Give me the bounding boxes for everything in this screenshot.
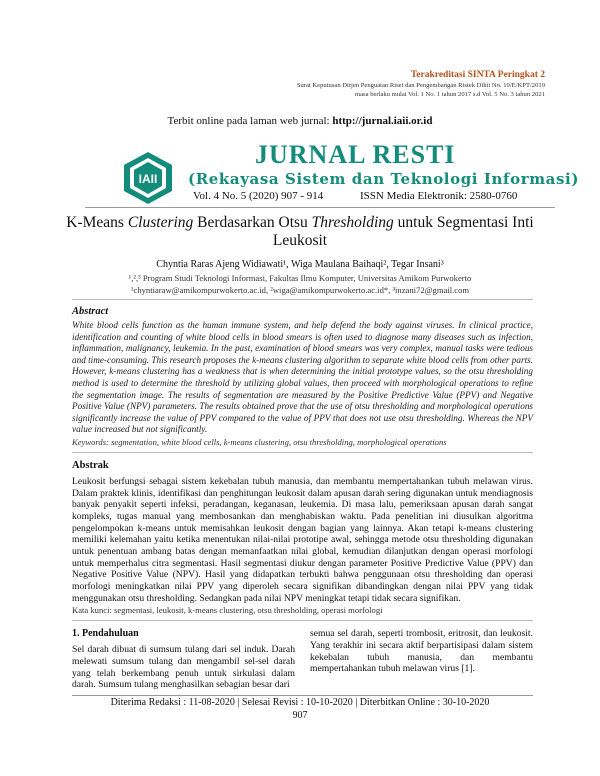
- accreditation-block: [297, 70, 545, 99]
- author-emails: ¹chyntiaraw@amikompurwokerto.ac.id, ²wiga@amikompurwokerto.ac.id*, ³inzani72@gmail.com: [130, 285, 470, 295]
- abstract-divider: [72, 299, 533, 300]
- footer-divider: [72, 695, 533, 696]
- page-number: 907: [292, 710, 308, 721]
- abstract-text: White blood cells function as the human immune system, and help defend the body against viruses. In clinical practice, identification and counting of white blood cells in blood smears is often used to diagnose many diseases such as infection, inflammation, malignancy, leukemia. In the past, examination of blood smears was very complex, manual tasks were tedious and time-consuming. This research proposes the k-means clustering algorithm to separate white blood cells from other parts. However, k-means clustering has a weakness that is when determining the initial prototype values, so the otsu thresholding method is used to determine the threshold by utilizing global values, then proceed with morphological operations to refine the segmentation image. The results of segmentation are measured by the Positive Predictive Value (PPV) and Negative Positive Value (NPV) parameters. The results obtained prove that the use of otsu thresholding and morphological operations significantly increase the value of PPV compared to the value of PPV that does not use otsu thresholding. Whereas the NPV value increased but not significantly.: [72, 320, 533, 435]
- footer-dates: Diterima Redaksi : 11-08-2020 | Selesai Revisi : 10-10-2020 | Diterbitkan Online : 30-10-2020: [110, 697, 490, 708]
- online-prefix: Terbit online pada laman web jurnal:: [167, 115, 333, 127]
- keywords-label: Keywords:: [72, 437, 112, 447]
- paper-title-part: Berdasarkan Otsu: [193, 214, 312, 231]
- accreditation-validity: masa berlaku mulai Vol. 1 No. 1 tahun 2017 s.d Vol. 5 No. 3 tahun 2021: [355, 90, 545, 98]
- abstrak-heading: Abstrak: [72, 460, 109, 471]
- author-affiliation: ¹,²,³ Program Studi Teknologi Informasi, Fakultas Ilmu Komputer, Universitas Amikom Purwokerto: [128, 273, 472, 283]
- paper-title-part: Thresholding: [311, 214, 394, 231]
- keywords-text: segmentation, white blood cells, k-means clustering, otsu thresholding, morphological operations: [111, 437, 447, 447]
- kata-kunci-line: Kata kunci: segmentasi, leukosit, k-means clustering, otsu thresholding, operasi morfologi: [72, 605, 383, 615]
- paper-title-part: Clustering: [127, 214, 194, 231]
- online-publication-line: [0, 115, 600, 127]
- iaii-logo: [120, 150, 176, 206]
- abstract-heading: Abstract: [72, 306, 109, 317]
- body-column-left: Sel darah dibuat di sumsum tulang dari sel induk. Darah melewati sumsum tulang dan mengambil sel-sel darah yang telah berkembang penuh untuk sirkulasi dalam darah. Sumsum tulang menghasilkan sebagian besar dari: [72, 644, 295, 691]
- body-column-right: semua sel darah, seperti trombosit, eritrosit, dan leukosit. Yang terakhir ini secara aktif berpartisipasi dalam sistem kekebalan tubuh manusia, dan membantu mempertahankan tubuh melawan virus [1].: [310, 628, 533, 675]
- journal-volume: Vol. 4 No. 5 (2020) 907 - 914: [193, 190, 324, 202]
- journal-subtitle: (Rekayasa Sistem dan Teknologi Informasi): [188, 170, 580, 188]
- accreditation-decree: Surat Keputusan Dirjen Penguatan Riset dan Pengembangan Ristek Dikti No. 10/E/KPT/2019: [296, 82, 545, 89]
- abstrak-text: Leukosit berfungsi sebagai sistem kekebalan tubuh manusia, dan membantu mempertahankan tubuh melawan virus. Dalam praktek klinis, identifikasi dan penghitungan leukosit dalam apusan darah sering digunakan untuk mendiagnosis banyak penyakit seperti infeksi, peradangan, keganasan, leukemia. Di masa lalu, pemeriksaan apusan darah sangat kompleks, tugas manual yang membosankan dan menghabiskan waktu. Pada penelitian ini diusulkan algoritma pengelompokan k-means untuk memisahkan leukosit dengan bagian yang lainnya. Akan tetapi k-means clustering memiliki kelemahan yaitu ketika menentukan nilai-nilai prototipe awal, sehingga metode otsu thresholding digunakan untuk penentuan ambang batas dengan memanfaatkan nilai global, kemudian dilanjutkan dengan operasi morfologi untuk memperhalus citra segmentasi. Hasil segmentasi diukur dengan parameter Positive Predictive Value (PPV) dan Negative Positive Value (NPV). Hasil yang didapatkan terbukti bahwa penggunaan otsu thresholding dan operasi morfologi meningkatkan nilai PPV yang diperoleh secara signifikan dibandingkan dengan nilai PPV yang tidak menggunakan otsu thresholding. Sedangkan pada nilai NPV meningkat tetapi tidak secara signifikan.: [72, 476, 533, 604]
- journal-title: JURNAL RESTI: [255, 140, 456, 169]
- journal-url-link[interactable]: http://jurnal.iaii.or.id: [332, 115, 433, 127]
- paper-title-part: K-Means: [66, 214, 128, 231]
- abstrak-divider: [72, 452, 533, 453]
- section-divider: [72, 620, 533, 621]
- logo-text: IAII: [138, 172, 158, 186]
- paper-title-part: untuk Segmentasi Inti Leukosit: [272, 214, 534, 249]
- author-list: Chyntia Raras Ajeng Widiawati¹, Wiga Maulana Baihaqi², Tegar Insani³: [156, 259, 444, 270]
- section-heading-pendahuluan: 1. Pendahuluan: [72, 628, 139, 639]
- accreditation-title: Terakreditasi SINTA Peringkat 2: [410, 70, 545, 80]
- paper-title: [60, 214, 540, 250]
- keywords-line: [72, 437, 447, 447]
- header-divider: [85, 207, 555, 208]
- journal-issn: ISSN Media Elektronik: 2580-0760: [360, 190, 518, 202]
